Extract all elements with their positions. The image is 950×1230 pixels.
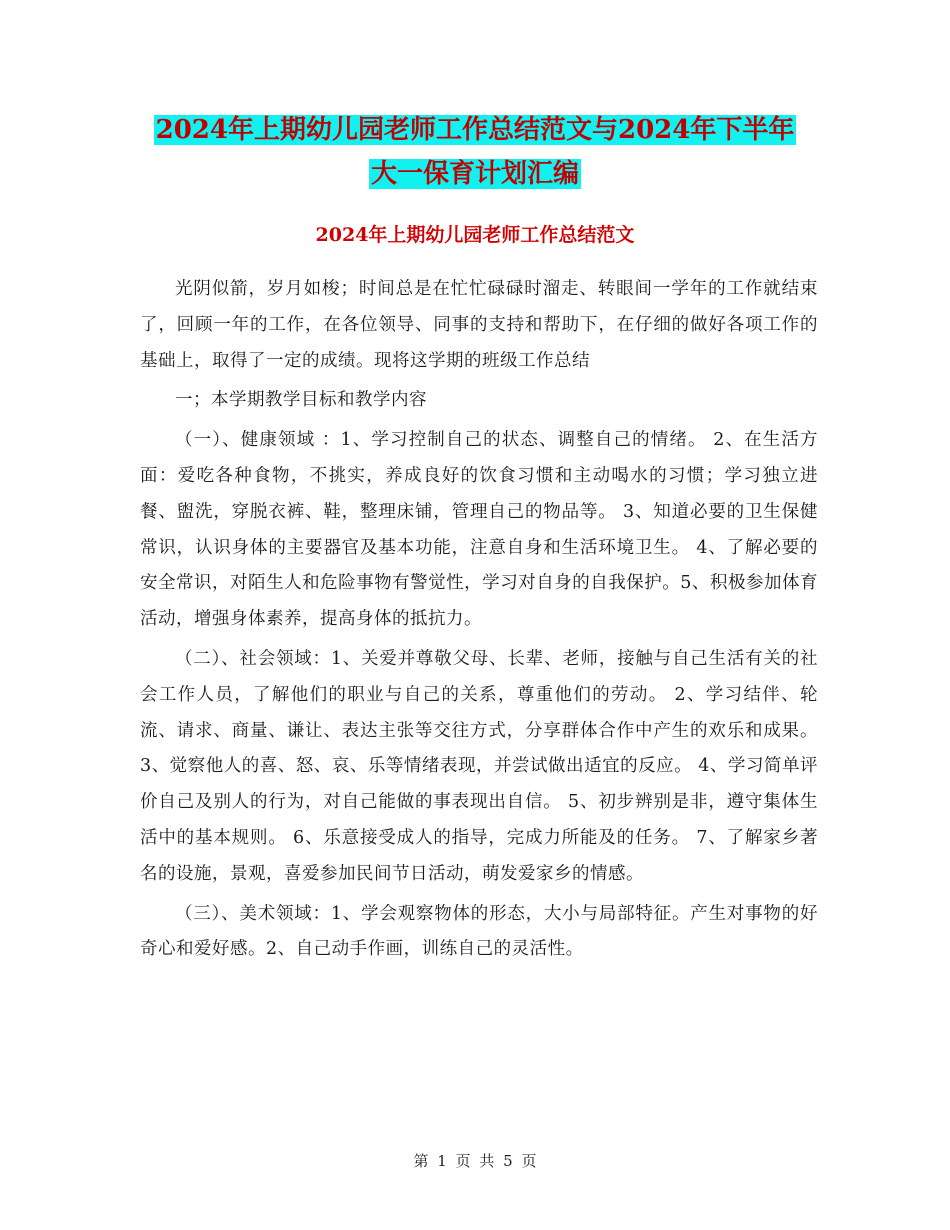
document-title	[0, 108, 950, 196]
title-line-2: 大一保育计划汇编	[370, 159, 579, 189]
document-body	[140, 272, 818, 972]
paragraph-heading-goals: 一；本学期教学目标和教学内容	[175, 390, 427, 411]
section-title: 2024年上期幼儿园老师工作总结范文	[315, 224, 635, 246]
paragraph-social: （二）、社会领域：1、关爱并尊敬父母、长辈、老师，接触与自己生活有关的社会工作人员，了解他们的职业与自己的关系，尊重他们的劳动。 2、学习结伴、轮流、请求、商量、谦让、表达主张等交往方式，分享群体合作中产生的欢乐和成果。 3、觉察他人的喜、怒、哀、乐等情绪表现，并尝试做出适宜的反应。 4、学习简单评价自己及别人的行为，对自己能做的事表现出自信。 5、初步辨别是非，遵守集体生活中的基本规则。 6、乐意接受成人的指导，完成力所能及的任务。 7、了解家乡著名的设施，景观，喜爱参加民间节日活动，萌发爱家乡的情感。	[140, 648, 818, 884]
paragraph-health: （一）、健康领域 ：1、学习控制自己的状态、调整自己的情绪。 2、在生活方面：爱吃各种食物，不挑实，养成良好的饮食习惯和主动喝水的习惯；学习独立进餐、盥洗，穿脱衣裤、鞋，整理床铺，管理自己的物品等。 3、知道必要的卫生保健常识，认识身体的主要器官及基本功能，注意自身和生活环境卫生。 4、了解必要的安全常识，对陌生人和危险事物有警觉性，学习对自身的自我保护。5、积极参加体育活动，增强身体素养，提高身体的抵抗力。	[140, 430, 818, 630]
paragraph-intro: 光阴似箭，岁月如梭；时间总是在忙忙碌碌时溜走、转眼间一学年的工作就结束了，回顾一年的工作，在各位领导、同事的支持和帮助下，在仔细的做好各项工作的基础上，取得了一定的成绩。现将这学期的班级工作总结	[140, 279, 818, 371]
page-footer: 第 1 页 共 5 页	[413, 1152, 537, 1170]
title-line-1: 2024年上期幼儿园老师工作总结范文与2024年下半年	[155, 115, 795, 145]
paragraph-art: （三）、美术领域：1、学会观察物体的形态，大小与局部特征。产生对事物的好奇心和爱好感。2、自己动手作画，训练自己的灵活性。	[140, 903, 818, 960]
